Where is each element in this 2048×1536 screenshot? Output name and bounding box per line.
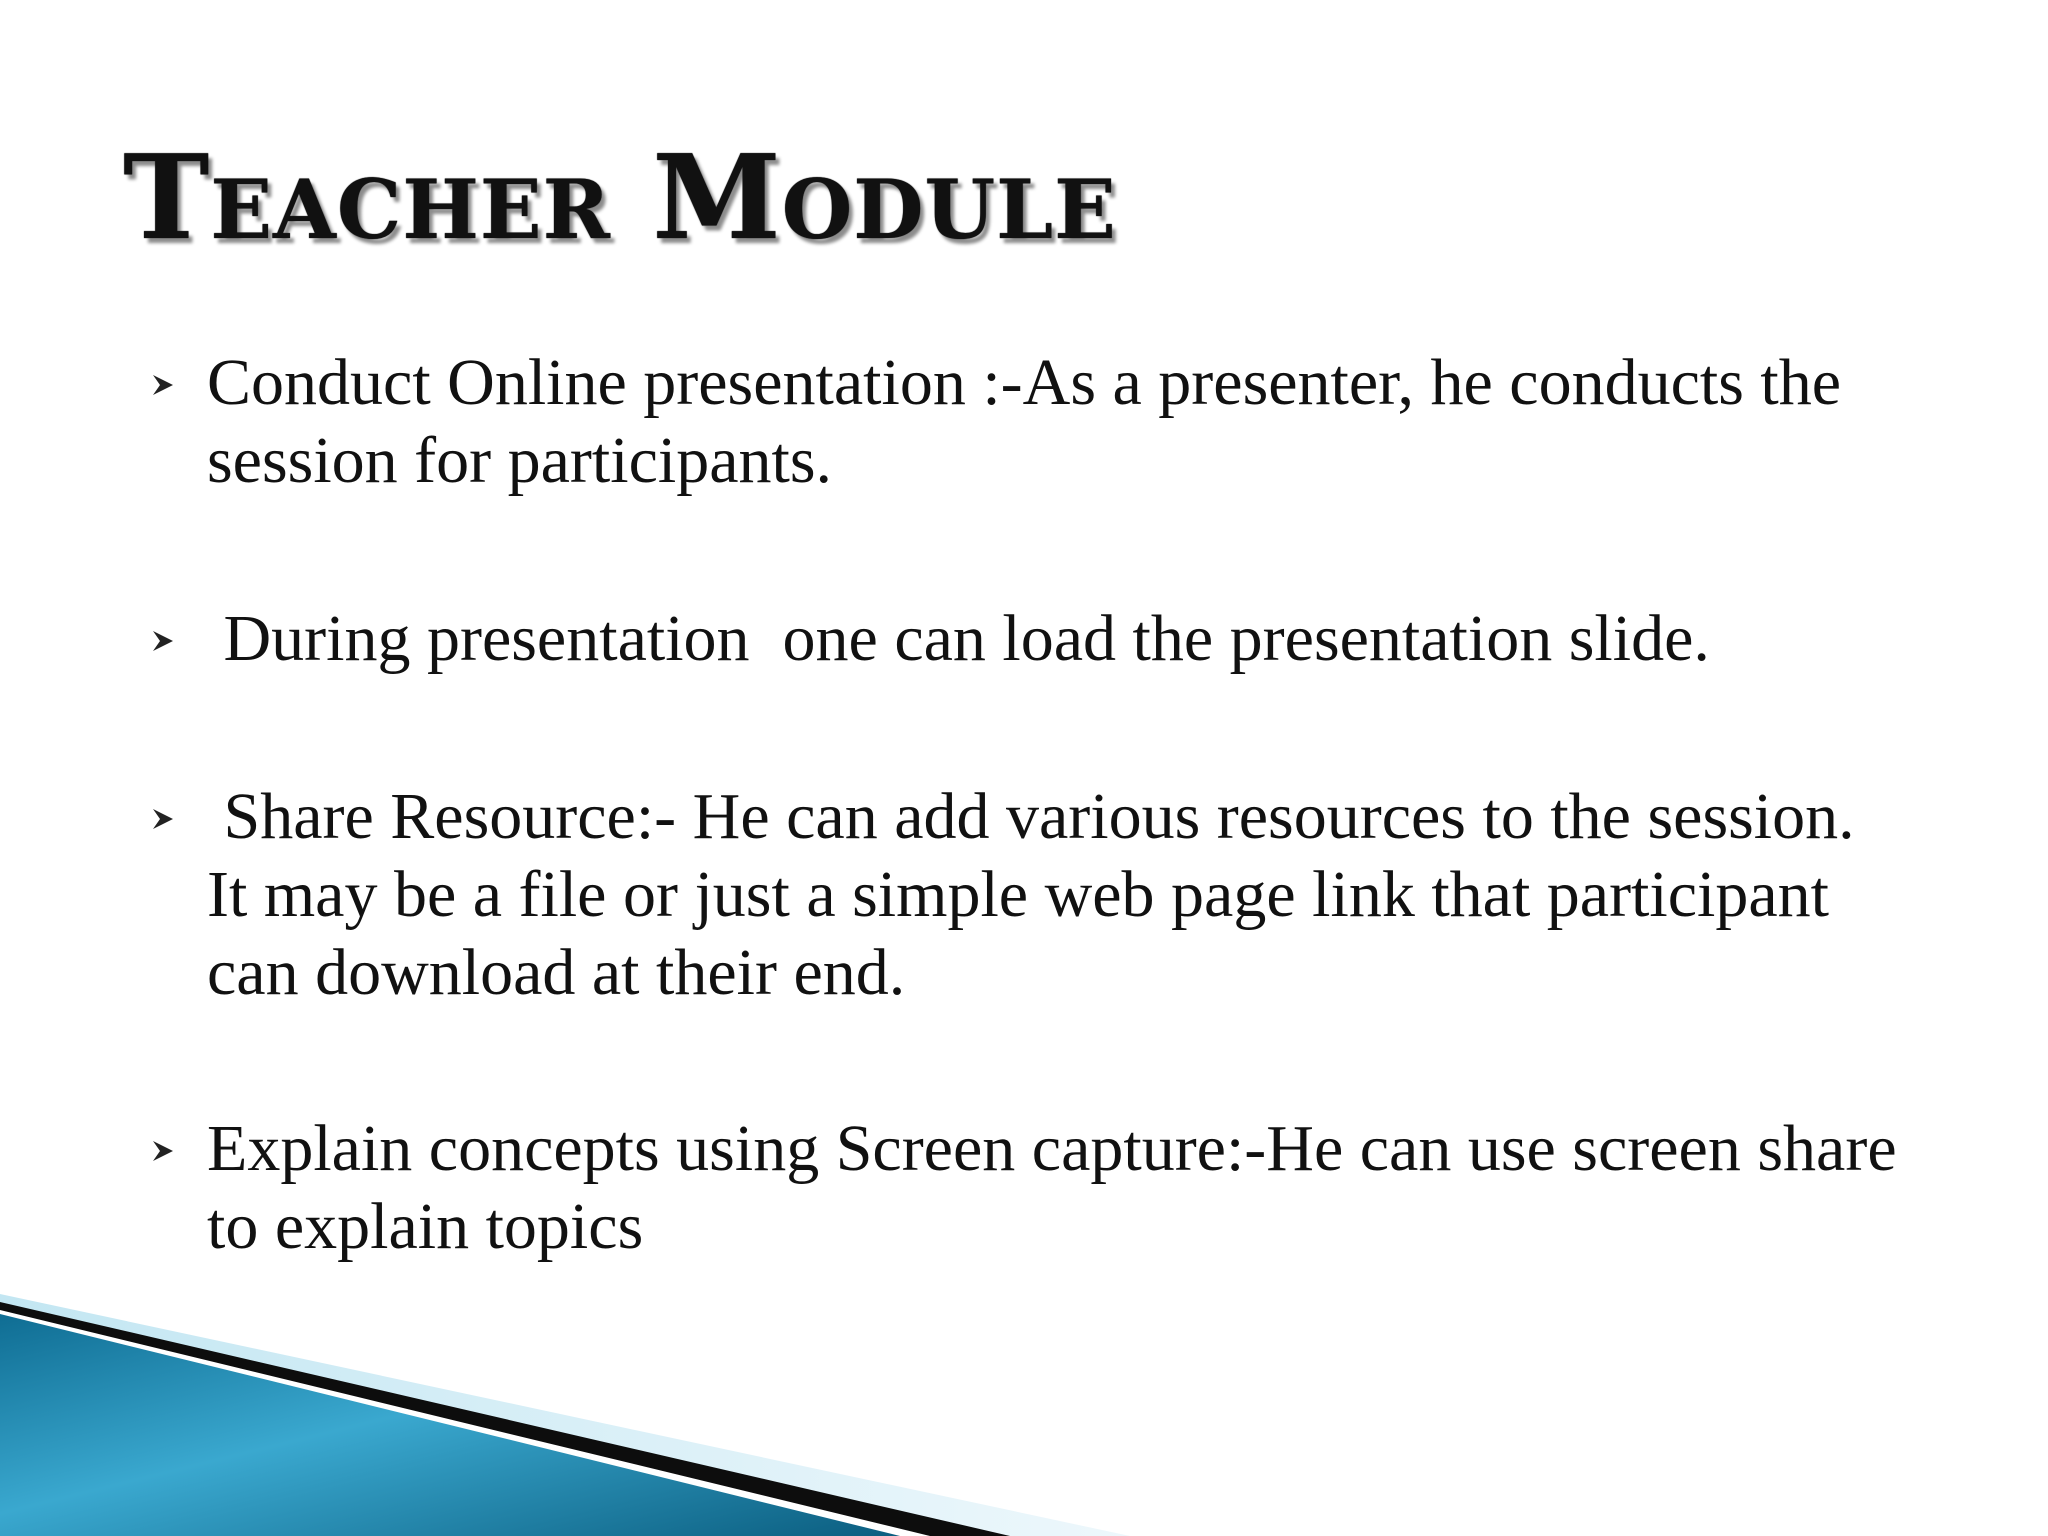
bullet-text: During presentation one can load the presentation slide. — [207, 602, 1710, 675]
corner-swoosh-decoration — [0, 1290, 2048, 1536]
bullet-item — [150, 344, 1910, 500]
bullet-text: Explain concepts using Screen capture:-He can use screen share to explain topics — [207, 1112, 1897, 1263]
bullet-item — [150, 1110, 1910, 1266]
bullet-text: Share Resource:- He can add various resources to the session. It may be a file or just a simple web page link that participant can download at their end. — [207, 780, 1872, 1009]
arrowhead-bullet-icon — [150, 806, 176, 832]
bullet-item — [150, 778, 1910, 1012]
arrowhead-bullet-icon — [150, 628, 176, 654]
slide-title: Teacher Module — [123, 130, 1117, 266]
bullet-list — [150, 344, 1910, 1266]
bullet-text: Conduct Online presentation :-As a presenter, he conducts the session for participants. — [207, 346, 1842, 497]
bullet-item — [150, 600, 1910, 678]
arrowhead-bullet-icon — [150, 372, 176, 398]
arrowhead-bullet-icon — [150, 1138, 176, 1164]
